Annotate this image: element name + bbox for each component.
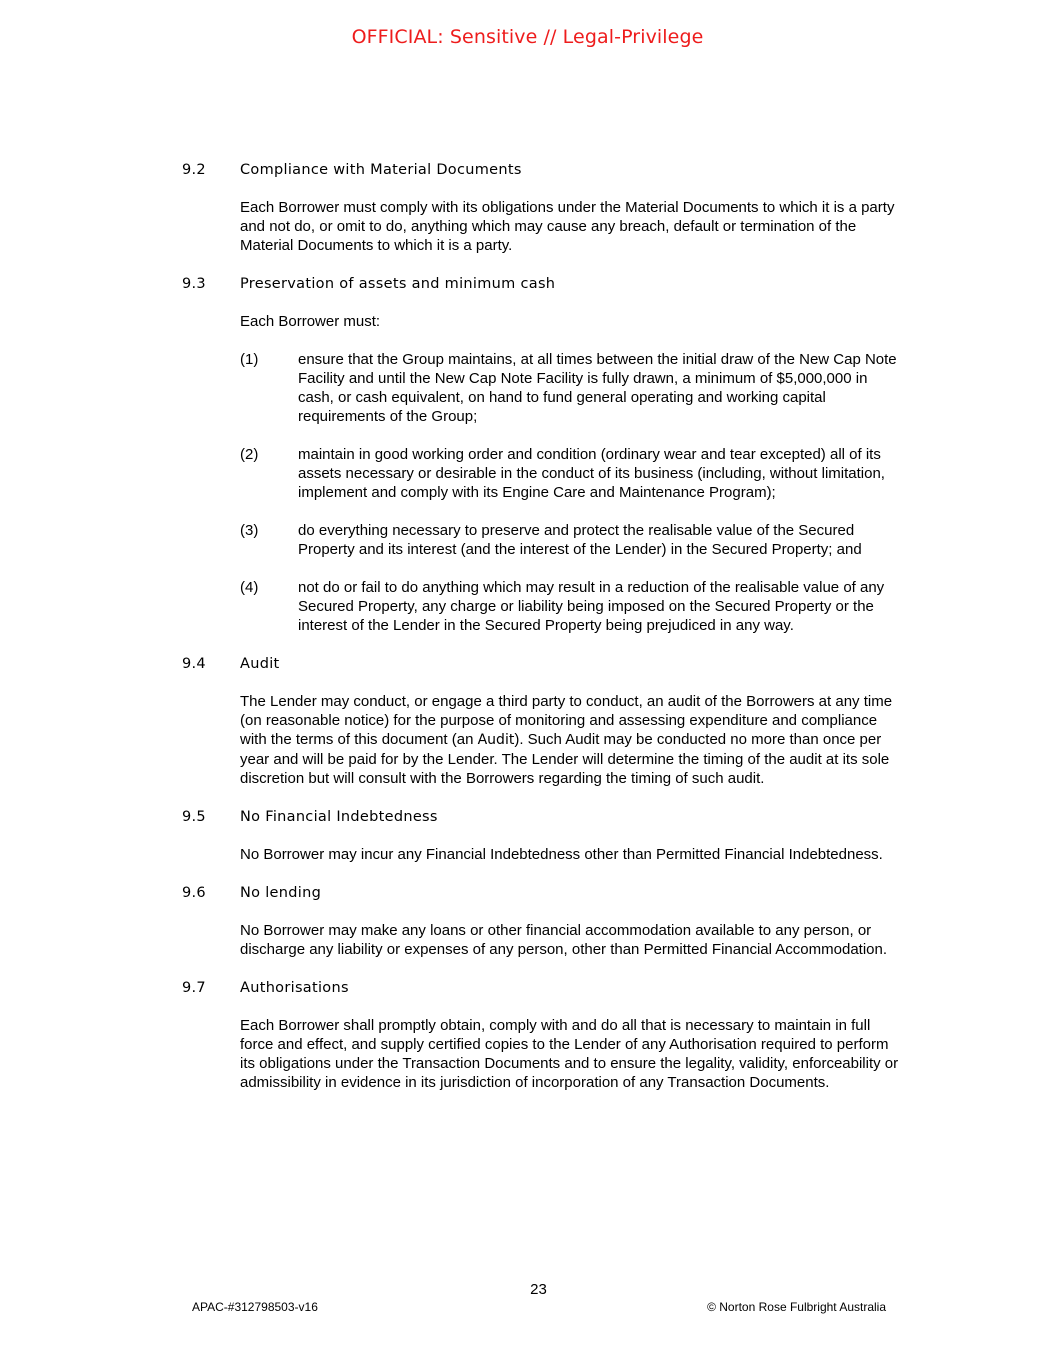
section-number: 9.4 [182,656,206,672]
section-heading-9-6 [182,883,902,903]
document-body [182,160,902,1111]
list-item [240,445,902,502]
list-item-label: (2) [240,446,259,463]
section-number: 9.3 [182,276,206,292]
section-body: Each Borrower must: [240,313,381,330]
section-number: 9.2 [182,162,206,178]
list-item [240,578,902,635]
list-item-label: (1) [240,351,259,368]
section-title: Audit [240,656,280,672]
section-body [240,692,902,788]
list-item-label: (3) [240,522,259,539]
body-text: ). Such Audit may be conducted no more than once per year and will be paid for by the Lender. The Lender will determine the timing of the audit at its sole discretion but will consult with the Borrowers regarding the timing of such audit. [240,731,890,787]
section-heading-9-2 [182,160,902,180]
list-item-text: not do or fail to do anything which may result in a reduction of the realisable value of any Secured Property, any charge or liability being imposed on the Secured Property or the interest of the Lender in the Secured Property being prejudiced in any way. [298,579,885,634]
list-item-text: ensure that the Group maintains, at all times between the initial draw of the New Cap Note Facility and until the New Cap Note Facility is fully drawn, a minimum of $5,000,000 in cash, or cash equivalent, on hand to fund general operating and working capital requirements of the Group; [298,351,897,425]
copyright-notice: © Norton Rose Fulbright Australia [707,1300,886,1314]
section-title: Preservation of assets and minimum cash [240,276,556,292]
list-item [240,521,902,559]
classification-banner: OFFICIAL: Sensitive // Legal-Privilege [351,26,704,48]
list-item-text: do everything necessary to preserve and protect the realisable value of the Secured Property and its interest (and the interest of the Lender) in the Secured Property; and [298,522,862,558]
section-title: Authorisations [240,980,349,996]
section-title: No Financial Indebtedness [240,809,438,825]
section-number: 9.5 [182,809,206,825]
body-text: The Lender may conduct, or engage a third party to conduct, an audit of the Borrowers at any time (on reasonable notice) for the purpose of monitoring and assessing expenditure and compliance with the terms of this document (an [240,693,893,748]
page-number: 23 [530,1281,547,1298]
section-heading-9-4 [182,654,902,674]
document-id: APAC-#312798503-v16 [192,1300,318,1314]
section-body: Each Borrower must comply with its obligations under the Material Documents to which it is a party and not do, or omit to do, anything which may cause any breach, default or termination of the Material Documents to which it is a party. [240,199,895,254]
section-heading-9-7 [182,978,902,998]
section-body: No Borrower may make any loans or other financial accommodation available to any person, or discharge any liability or expenses of any person, other than Permitted Financial Accommodation. [240,922,888,958]
section-body: No Borrower may incur any Financial Indebtedness other than Permitted Financial Indebtedness. [240,846,883,863]
section-number: 9.6 [182,885,206,901]
section-body: Each Borrower shall promptly obtain, comply with and do all that is necessary to maintain in full force and effect, and supply certified copies to the Lender of any Authorisation required to perform its obligations under the Transaction Documents and to ensure the legality, validity, enforceability or admissibility in evidence in its jurisdiction of incorporation of any Transaction Documents. [240,1017,899,1091]
section-title: Compliance with Material Documents [240,162,522,178]
section-heading-9-5 [182,807,902,827]
list-item [240,350,902,426]
section-title: No lending [240,885,322,901]
list-item-text: maintain in good working order and condition (ordinary wear and tear excepted) all of its assets necessary or desirable in the conduct of its business (including, without limitation, implement and comply with its Engine Care and Maintenance Program); [298,446,885,501]
defined-term: Audit [477,732,515,748]
list-item-label: (4) [240,579,259,596]
section-heading-9-3 [182,274,902,294]
section-number: 9.7 [182,980,206,996]
